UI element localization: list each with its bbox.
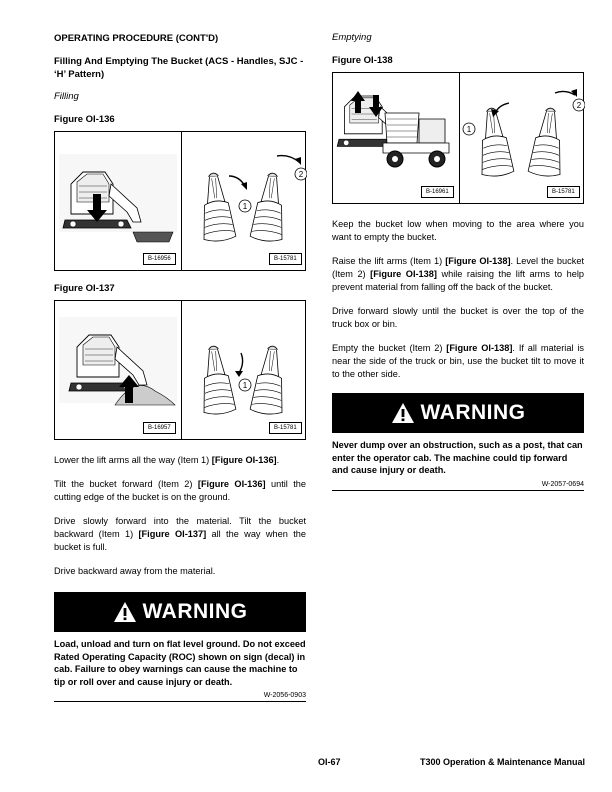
- paragraph: Drive forward slowly until the bucket is over the top of the truck box or bin.: [332, 306, 584, 329]
- paragraph: Keep the bucket low when moving to the area where you want to empty the bucket.: [332, 219, 584, 242]
- warning-box: [332, 393, 584, 491]
- text: Raise the lift arms (Item 1): [332, 256, 446, 266]
- figure-oi-137-title: Figure OI-137: [54, 283, 115, 294]
- paragraph: [54, 478, 306, 504]
- figure-code-right: B-15781: [547, 186, 580, 198]
- warning-banner: [54, 592, 306, 632]
- warning-box: [54, 592, 306, 702]
- text: . Level the bucket (Item 2): [332, 256, 585, 279]
- text: Drive slowly forward into the material. Tilt the bucket backward (Item 1): [54, 516, 306, 539]
- paragraph: Drive backward away from the material.: [54, 566, 216, 576]
- paragraph: [54, 454, 306, 467]
- figure-code-right: B-15781: [269, 253, 302, 265]
- right-column: [332, 32, 584, 491]
- section-heading: OPERATING PROCEDURE (CONT'D): [54, 33, 219, 44]
- loader-lowering-illustration: [55, 132, 181, 272]
- figure-code-left: B-16961: [421, 186, 454, 198]
- callout-1: 1: [242, 381, 248, 390]
- warning-text: Load, unload and turn on flat level ground. Do not exceed Rated Operating Capacity (ROC) shown on sign (decal) in cab. Failure to obey warnings can cause the machine to tip or roll over and cause injury or death.: [54, 639, 306, 687]
- warning-banner: [332, 393, 584, 433]
- text: .: [276, 455, 280, 465]
- callout-1: 1: [242, 202, 248, 211]
- paragraph: [54, 515, 306, 554]
- emptying-label: Emptying: [332, 32, 372, 43]
- figure-oi-138-title: Figure OI-138: [332, 55, 393, 66]
- text: Tilt the bucket forward (Item 2): [54, 479, 198, 489]
- figure-reference: [Figure OI-138]: [370, 269, 437, 279]
- warning-code: W-2057-0694: [541, 480, 584, 488]
- figure-reference: [Figure OI-138]: [445, 256, 511, 266]
- manual-title: T300 Operation & Maintenance Manual: [420, 757, 586, 767]
- callout-1: 1: [466, 125, 472, 134]
- warning-code: W-2056-0903: [263, 692, 306, 699]
- figure-oi-137: [54, 300, 306, 440]
- figure-reference: [Figure OI-138]: [446, 343, 513, 353]
- figure-reference: [Figure OI-136]: [197, 479, 266, 489]
- divider: [54, 701, 306, 702]
- warning-triangle-icon: [391, 402, 415, 424]
- page-number: OI-67: [318, 757, 341, 767]
- text: while raising the lift arms to help prevent material from falling off the back of the bucket.: [332, 269, 585, 292]
- text: . If all material is near the side of the truck or bin, use the bucket tilt to move it to the other side.: [332, 343, 584, 379]
- filling-label: Filling: [54, 91, 79, 102]
- section-subheading: Filling And Emptying The Bucket (ACS - Handles, SJC - ‘H’ Pattern): [54, 56, 304, 80]
- figure-oi-136: [54, 131, 306, 271]
- left-column: [54, 32, 306, 702]
- warning-text: Never dump over an obstruction, such as a post, that can enter the operator cab. The machine could tip forward and cause injury or death.: [332, 440, 583, 475]
- figure-code-right: B-15781: [269, 422, 302, 434]
- joystick-illustration: [181, 132, 307, 272]
- warning-label: WARNING: [142, 600, 248, 623]
- figure-oi-138: [332, 72, 584, 204]
- paragraph: [332, 342, 584, 381]
- figure-oi-136-title: Figure OI-136: [54, 114, 115, 125]
- text: until the cutting edge of the bucket is on the ground.: [54, 479, 307, 502]
- loader-filling-illustration: [55, 301, 181, 441]
- divider: [332, 490, 584, 491]
- figure-reference: [Figure OI-137]: [138, 529, 207, 539]
- warning-triangle-icon: [113, 601, 137, 623]
- figure-code-left: B-16957: [143, 422, 176, 434]
- joystick-illustration: [181, 301, 307, 441]
- text: Lower the lift arms all the way (Item 1): [54, 455, 212, 465]
- text: all the way when the bucket is full.: [54, 529, 306, 552]
- callout-2: 2: [576, 101, 582, 110]
- paragraph: [332, 255, 584, 294]
- text: Empty the bucket (Item 2): [332, 343, 447, 353]
- figure-reference: [Figure OI-136]: [211, 455, 277, 465]
- figure-code-left: B-16956: [143, 253, 176, 265]
- warning-label: WARNING: [420, 401, 526, 424]
- callout-2: 2: [298, 170, 304, 179]
